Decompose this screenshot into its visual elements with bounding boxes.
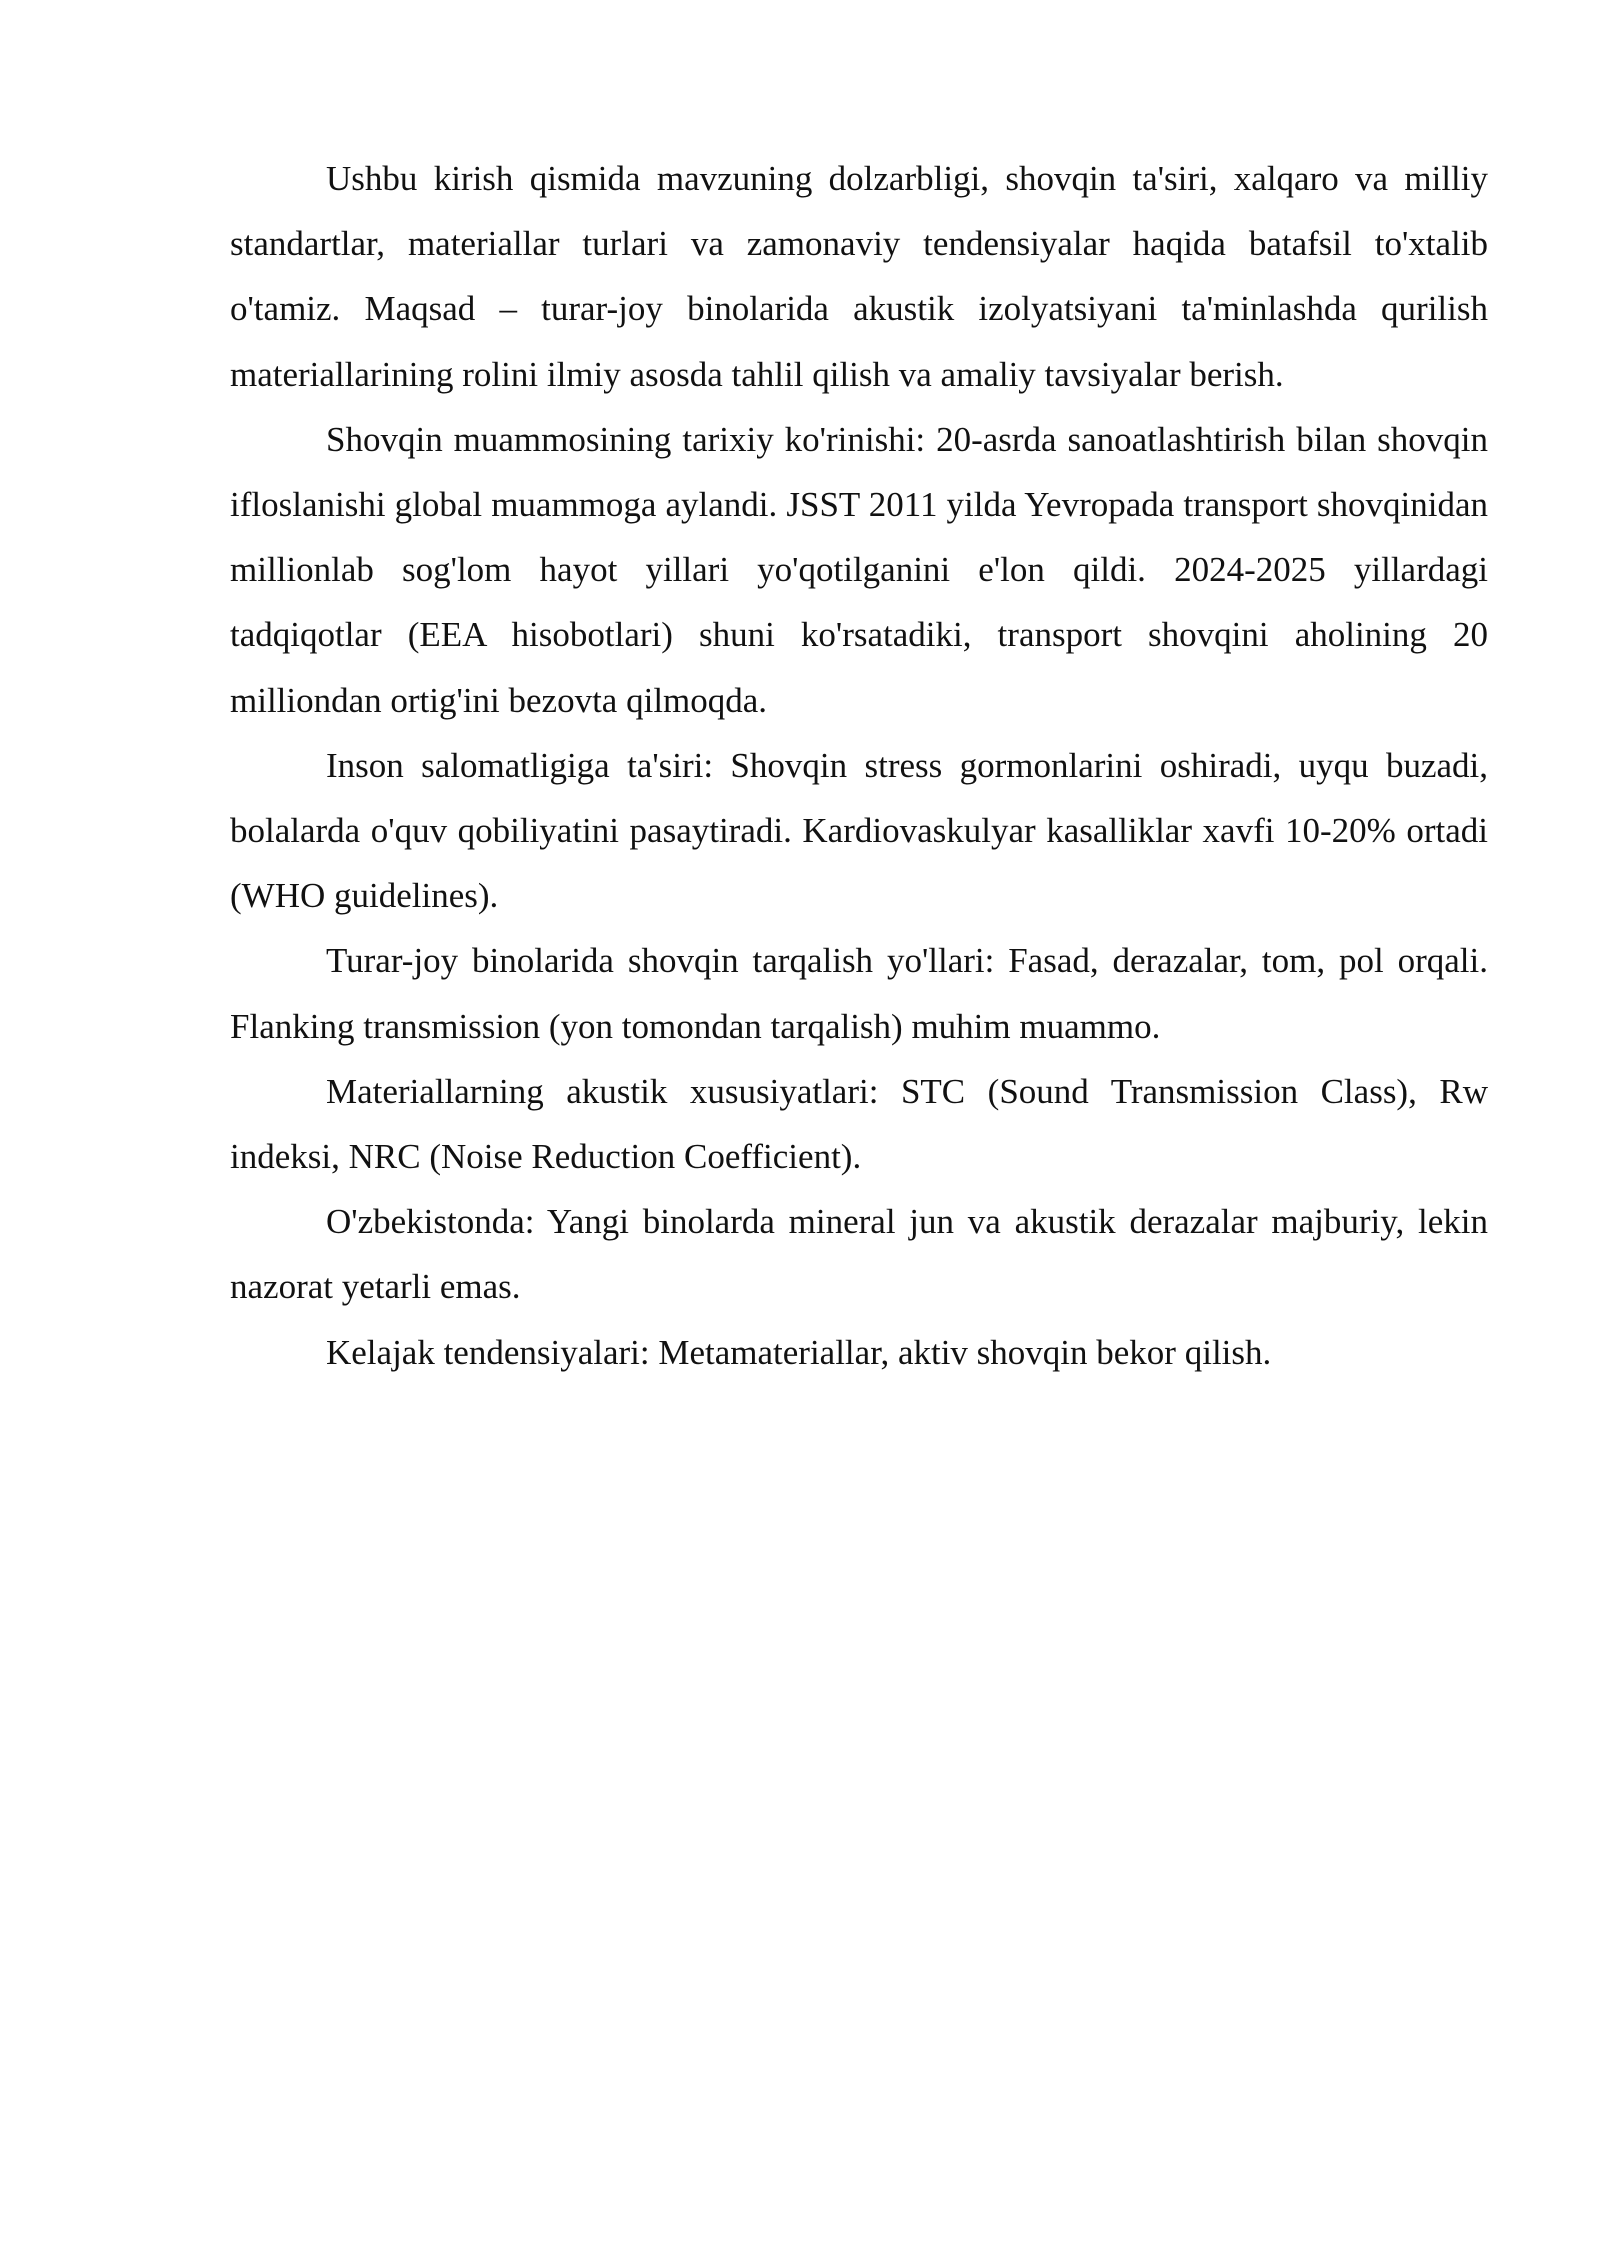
document-body <box>230 146 1488 1385</box>
paragraph-noise-history: Shovqin muammosining tarixiy ko'rinishi: 20-asrda sanoatlashtirish bilan shovqin ifloslanishi global muammoga aylandi. JSST 2011 yilda Yevropada transport shovqinidan millionlab sog'lom hayot yillari yo'qotilganini e'lon qildi. 2024-2025 yillardagi tadqiqotlar (EEA hisobotlari) shuni ko'rsatadiki, transport shovqini aholining 20 milliondan ortig'ini bezovta qilmoqda. <box>230 419 1488 720</box>
paragraph-acoustic-properties: Materiallarning akustik xususiyatlari: STC (Sound Transmission Class), Rw indeksi, NRC (Noise Reduction Coefficient). <box>230 1071 1488 1177</box>
paragraph-health-impact: Inson salomatligiga ta'siri: Shovqin stress gormonlarini oshiradi, uyqu buzadi, bolalarda o'quv qobiliyatini pasaytiradi. Kardiovaskulyar kasalliklar xavfi 10-20% ortadi (WHO guidelines). <box>230 745 1488 916</box>
paragraph-noise-paths: Turar-joy binolarida shovqin tarqalish yo'llari: Fasad, derazalar, tom, pol orqali. Flanking transmission (yon tomondan tarqalish) muhim muammo. <box>230 941 1488 1046</box>
paragraph-introduction: Ushbu kirish qismida mavzuning dolzarbligi, shovqin ta'siri, xalqaro va milliy standartlar, materiallar turlari va zamonaviy tendensiyalar haqida batafsil to'xtalib o'tamiz. Maqsad – turar-joy binolarida akustik izolyatsiyani ta'minlashda qurilish materiallarining rolini ilmiy asosda tahlil qilish va amaliy tavsiyalar berish. <box>230 159 1488 394</box>
paragraph-uzbekistan: O'zbekistonda: Yangi binolarda mineral jun va akustik derazalar majburiy, lekin nazorat yetarli emas. <box>230 1202 1488 1307</box>
paragraph-future-trends: Kelajak tendensiyalari: Metamateriallar, aktiv shovqin bekor qilish. <box>326 1332 1272 1372</box>
